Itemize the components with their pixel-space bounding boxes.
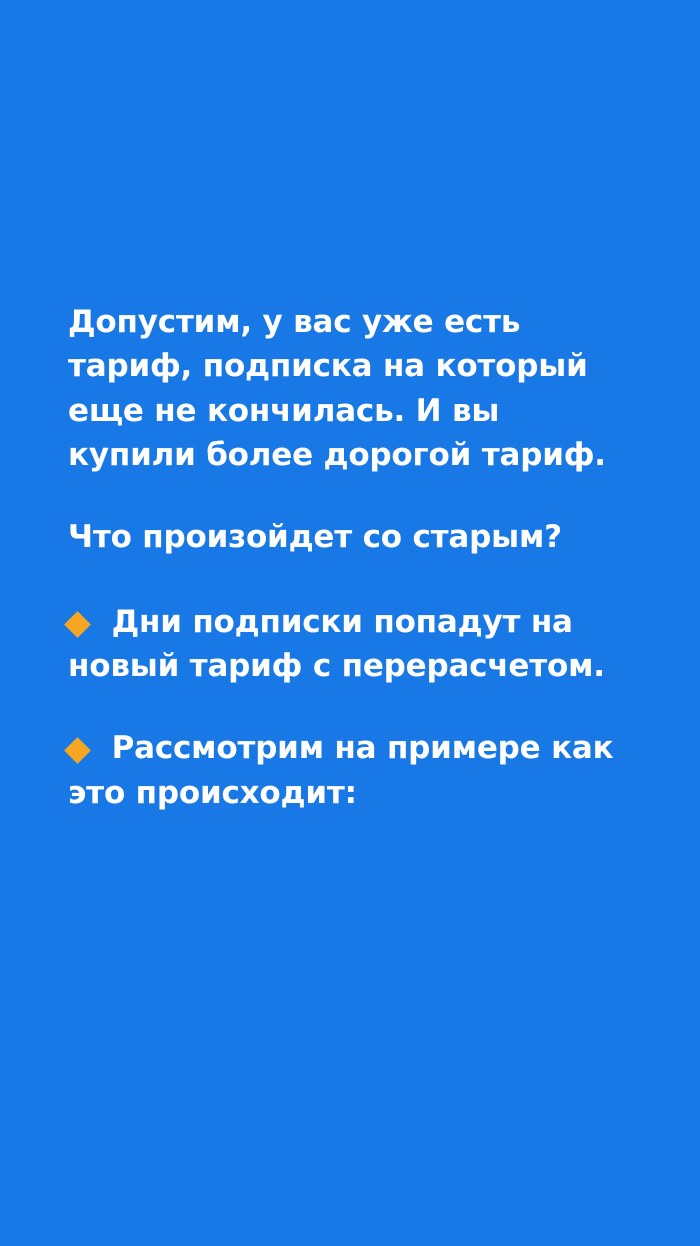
diamond-bullet-icon [64,611,91,638]
intro-paragraph: Допустим, у вас уже есть тариф, подписка на который еще не кончилась. И вы купили более дорогой тариф. [68,304,606,473]
bullet-item-2-label: Рассмотрим на примере как это происходит: [68,730,614,811]
bullet-item-1 [68,600,632,689]
bullet-item-2 [68,726,632,815]
question-paragraph: Что произойдет со старым? [68,519,562,556]
text-content [68,300,632,815]
bullet-item-1-label: Дни подписки попадут на новый тариф с перерасчетом. [68,603,605,684]
diamond-bullet-icon [64,737,91,764]
